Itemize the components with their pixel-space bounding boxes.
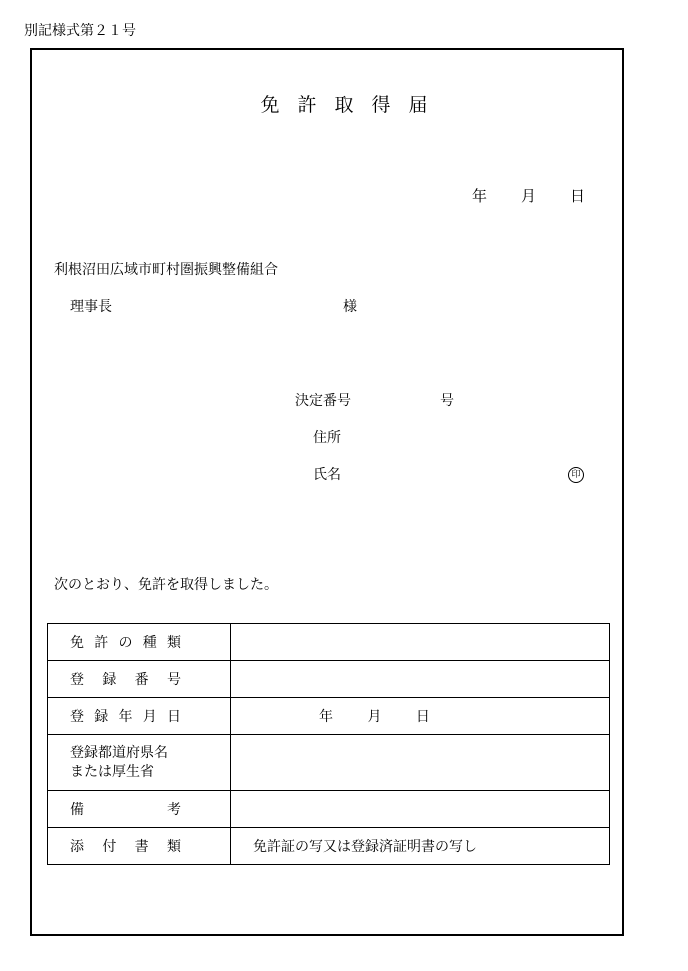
form-number-label: 別記様式第２１号 (24, 23, 136, 39)
registration-date-day: 日 (415, 709, 430, 725)
license-type-value (231, 624, 610, 661)
name-label: 氏名 (313, 467, 341, 483)
table-row (48, 624, 610, 661)
decision-number-suffix: 号 (440, 393, 454, 409)
label-char: 種 (142, 635, 157, 651)
date-year-label: 年 (472, 187, 488, 205)
license-info-table (47, 623, 610, 865)
attachments-label (70, 836, 181, 856)
address-label: 住所 (313, 430, 341, 446)
registration-prefecture-value (231, 735, 610, 791)
label-char: 番 (134, 672, 149, 688)
label-char: 添 (70, 839, 84, 855)
date-day-label: 日 (570, 187, 586, 205)
attachments-label-cell (48, 828, 231, 865)
statement-text: 次のとおり、免許を取得しました。 (54, 577, 278, 593)
registration-date-value (231, 698, 610, 735)
remarks-label (70, 799, 181, 819)
attachments-value: 免許証の写又は登録済証明書の写し (231, 828, 610, 865)
registration-prefecture-label-cell (48, 735, 231, 791)
registration-date-year: 年 (319, 709, 333, 725)
registration-date-label (70, 706, 181, 726)
label-char: 類 (166, 839, 181, 855)
label-char: の (118, 635, 133, 651)
registration-number-value (231, 661, 610, 698)
remarks-value (231, 791, 610, 828)
table-row (48, 735, 610, 791)
document-title: 免許取得届 (260, 94, 446, 116)
label-char: 考 (167, 802, 181, 818)
table-row (48, 698, 610, 735)
registration-prefecture-label-line1: 登録都道府県名 (70, 744, 168, 761)
label-char: 免 (70, 635, 84, 651)
label-char: 備 (70, 802, 84, 818)
decision-number-label: 決定番号 (295, 393, 351, 409)
label-char: 録 (94, 709, 109, 725)
label-char: 日 (167, 709, 181, 725)
table-row (48, 661, 610, 698)
registration-number-label (70, 669, 181, 689)
label-char: 登 (70, 709, 84, 725)
label-char: 登 (70, 672, 84, 688)
label-char: 年 (118, 709, 133, 725)
recipient-organization: 利根沼田広域市町村圏振興整備組合 (54, 262, 278, 278)
label-char: 書 (134, 839, 149, 855)
seal-icon: 印 (568, 467, 584, 483)
table-row (48, 828, 610, 865)
label-char: 号 (166, 672, 181, 688)
table-row (48, 791, 610, 828)
registration-date-label-cell (48, 698, 231, 735)
registration-date-month: 月 (367, 709, 382, 725)
registration-prefecture-label-line2: または厚生省 (70, 763, 154, 780)
label-char: 付 (102, 839, 117, 855)
registration-number-label-cell (48, 661, 231, 698)
recipient-honorific: 様 (343, 299, 357, 315)
label-char: 類 (167, 635, 181, 651)
label-char: 録 (102, 672, 117, 688)
recipient-title: 理事長 (70, 299, 112, 315)
license-type-label (70, 632, 181, 652)
remarks-label-cell (48, 791, 231, 828)
date-month-label: 月 (521, 187, 537, 205)
license-type-label-cell (48, 624, 231, 661)
label-char: 許 (94, 635, 109, 651)
label-char: 月 (142, 709, 157, 725)
